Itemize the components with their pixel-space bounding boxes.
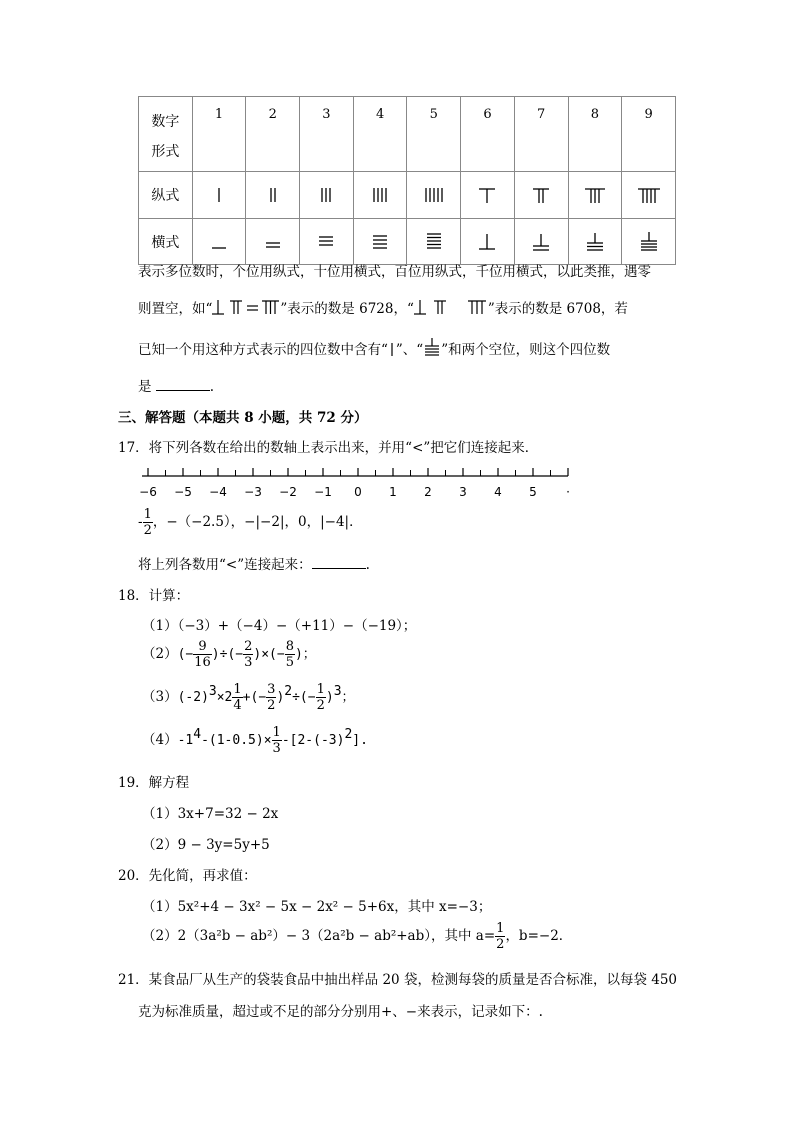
row-label-digit-form — [139, 97, 193, 172]
number-line-tick-label: 0 — [354, 485, 362, 499]
q17-text: 17．将下列各数在给出的数轴上表示出来，并用“<”把它们连接起来． — [118, 440, 539, 456]
q16-text: . — [209, 379, 215, 395]
denominator: 3 — [244, 655, 253, 670]
counting-rod-table — [138, 96, 676, 265]
expr: ，b=−2． — [505, 928, 573, 944]
vertical-rod-cell — [514, 172, 568, 219]
numerator: 2 — [244, 639, 253, 654]
expr: -[2-(-3) — [281, 733, 345, 748]
q16-text: ”表示的数是 6708，若 — [487, 301, 628, 317]
q20-title: 20．先化简，再求值： — [118, 868, 257, 884]
rod-number-6728-icon — [212, 298, 280, 316]
rod-vertical-1-icon — [204, 186, 234, 204]
number-line-tick-label: 5 — [529, 485, 537, 499]
rod-vertical-5-icon — [419, 186, 449, 204]
fraction — [193, 640, 212, 669]
fraction — [316, 683, 326, 712]
expr: (-2) — [177, 690, 209, 705]
q17-connect — [138, 553, 370, 573]
number-line-tick-label: 2 — [424, 485, 432, 499]
q17-number-list: ，−（−2.5），−|−2|，0，|−4|． — [152, 514, 363, 530]
rod-vertical-3-icon — [311, 186, 341, 204]
expr: ]. — [352, 733, 368, 748]
vertical-rod-cell — [622, 172, 676, 219]
fraction-one-half — [495, 922, 505, 951]
q19-part-1: （1）3x+7=32 − 2x — [142, 806, 279, 822]
digit-cell: 8 — [568, 97, 622, 172]
vertical-rod-cell — [192, 172, 246, 219]
expr: -1 — [177, 733, 194, 748]
q20-part-2 — [142, 922, 572, 951]
q17-connect-end: . — [365, 557, 370, 573]
denominator: 4 — [233, 698, 242, 713]
q18-part-3 — [142, 683, 355, 712]
q16-text: ”表示的数是 6728，“ — [280, 301, 414, 317]
denominator: 16 — [194, 655, 211, 670]
rod-horizontal-3-icon — [311, 232, 341, 252]
expr: (− — [177, 647, 194, 662]
q19-title: 19．解方程 — [118, 775, 190, 791]
expr: （2）2（3a²b − ab²）− 3（2a²b − ab²+ab），其中 a= — [142, 928, 496, 944]
expr: ÷(− — [292, 690, 316, 705]
q16-line-3 — [138, 337, 610, 358]
horizontal-rod-cell — [353, 219, 407, 265]
answer-blank[interactable] — [156, 378, 210, 391]
q18-title: 18．计算： — [118, 588, 190, 604]
expr: ) — [325, 690, 334, 705]
numerator: 1 — [143, 507, 152, 522]
digit-cell: 9 — [622, 97, 676, 172]
horizontal-rod-cell — [300, 219, 354, 265]
vertical-rod-cell — [407, 172, 461, 219]
row-label-horizontal: 横式 — [139, 219, 193, 265]
table-row-vertical — [139, 172, 676, 219]
exponent: 4 — [193, 727, 202, 742]
exponent: 2 — [344, 727, 353, 742]
row-label-line: 形式 — [151, 144, 180, 160]
number-line — [130, 462, 580, 502]
number-line-tick-label: −5 — [174, 485, 192, 499]
q17-numbers — [138, 508, 363, 537]
expr: )÷(− — [211, 647, 244, 662]
denominator: 2 — [316, 698, 325, 713]
q19-part-2: （2）9 − 3y=5y+5 — [142, 837, 270, 853]
rod-horizontal-4-icon — [365, 232, 395, 252]
part-label: （4） — [142, 732, 178, 748]
rod-horizontal-6-icon — [472, 232, 502, 252]
numerator: 8 — [285, 639, 294, 654]
rod-vertical-7-icon — [526, 186, 556, 204]
numerator: 9 — [193, 640, 212, 655]
number-line-tick-label: 3 — [459, 485, 467, 499]
digit-cell: 6 — [461, 97, 515, 172]
part-label: （2） — [142, 646, 178, 662]
part-label: （3） — [142, 689, 178, 705]
rod-horizontal-9-icon — [423, 337, 441, 357]
fraction — [232, 683, 242, 712]
q16-line-2 — [138, 297, 628, 317]
q21-line-2: 克为标准质量，超过或不足的部分分别用+、−来表示，记录如下：. — [138, 1004, 543, 1020]
denominator: 2 — [496, 937, 505, 952]
rod-horizontal-5-icon — [419, 232, 449, 252]
horizontal-rod-cell — [514, 219, 568, 265]
rod-vertical-1-icon — [388, 341, 396, 357]
digit-cell: 1 — [192, 97, 246, 172]
number-line-tick-label: 4 — [494, 485, 502, 499]
expr: ×2 — [216, 690, 233, 705]
rod-horizontal-1-icon — [204, 232, 234, 252]
rod-vertical-4-icon — [365, 186, 395, 204]
q16-line-4 — [138, 375, 214, 395]
rod-horizontal-9-icon — [634, 231, 664, 253]
fraction-one-half — [143, 508, 153, 537]
number-line-tick-label: −1 — [314, 485, 332, 499]
q17-connect-label: 将上列各数用“<”连接起来： — [138, 557, 312, 573]
q18-part-4 — [142, 726, 368, 755]
q16-text: 是 — [138, 379, 152, 395]
exponent: 2 — [284, 684, 293, 699]
horizontal-rod-cell — [246, 219, 300, 265]
q21-line-1: 21．某食品厂从生产的袋装食品中抽出样品 20 袋，检测每袋的质量是否合标准，以每袋 450 — [118, 972, 677, 988]
table-row-horizontal — [139, 219, 676, 265]
numerator: 1 — [233, 682, 242, 697]
fraction — [266, 683, 276, 712]
horizontal-rod-cell — [461, 219, 515, 265]
horizontal-rod-cell — [192, 219, 246, 265]
row-label-vertical: 纵式 — [139, 172, 193, 219]
expr: )×(− — [253, 647, 285, 662]
vertical-rod-cell — [246, 172, 300, 219]
expr: +(− — [242, 690, 267, 705]
answer-blank[interactable] — [312, 556, 366, 569]
horizontal-rod-cell — [622, 219, 676, 265]
row-label-line: 数字 — [151, 114, 180, 130]
digit-cell: 5 — [407, 97, 461, 172]
number-line-tick-label: −6 — [139, 485, 157, 499]
q16-text: ”、“ — [395, 342, 424, 358]
denominator: 2 — [143, 523, 152, 538]
q16-text: 则置空，如“ — [138, 301, 213, 317]
rod-horizontal-8-icon — [580, 232, 610, 252]
table-row-digits — [139, 97, 676, 172]
horizontal-rod-cell — [407, 219, 461, 265]
denominator: 5 — [285, 655, 294, 670]
denominator: 2 — [267, 698, 276, 713]
numerator: 1 — [496, 921, 505, 936]
vertical-rod-cell — [461, 172, 515, 219]
denominator: 3 — [272, 741, 281, 756]
q18-part-1: （1）（−3）+（−4）−（+11）−（−19）； — [142, 618, 417, 634]
fraction — [285, 640, 295, 669]
expr: ) — [276, 690, 285, 705]
q17-minus: - — [138, 514, 143, 530]
fraction — [243, 640, 253, 669]
exponent: 3 — [208, 684, 217, 699]
q16-text: ”和两个空位，则这个四位数 — [441, 342, 611, 358]
number-line-ticks — [139, 468, 570, 499]
number-line-tick-label: · — [566, 485, 570, 499]
expr: ； — [341, 690, 355, 705]
exponent: 3 — [333, 684, 342, 699]
digit-cell: 4 — [353, 97, 407, 172]
digit-cell: 2 — [246, 97, 300, 172]
numerator: 1 — [316, 682, 325, 697]
section-heading: 三、解答题（本题共 8 小题，共 72 分） — [118, 410, 368, 426]
horizontal-rod-cell — [568, 219, 622, 265]
number-line-tick-label: −3 — [244, 485, 262, 499]
fraction — [272, 726, 282, 755]
rod-horizontal-2-icon — [258, 232, 288, 252]
number-line-tick-label: −4 — [209, 485, 227, 499]
vertical-rod-cell — [568, 172, 622, 219]
rod-vertical-8-icon — [580, 186, 610, 204]
rod-horizontal-7-icon — [526, 232, 556, 252]
rod-number-6708-icon — [414, 298, 488, 316]
q18-part-2 — [142, 640, 316, 669]
expr: )； — [294, 647, 316, 662]
digit-cell: 3 — [300, 97, 354, 172]
rod-vertical-2-icon — [258, 186, 288, 204]
numerator: 3 — [267, 682, 276, 697]
vertical-rod-cell — [300, 172, 354, 219]
number-line-tick-label: −2 — [279, 485, 297, 499]
q16-text: 已知一个用这种方式表示的四位数中含有“ — [138, 342, 388, 358]
vertical-rod-cell — [353, 172, 407, 219]
q20-part-1: （1）5x²+4 − 3x² − 5x − 2x² − 5+6x，其中 x=−3； — [142, 899, 492, 915]
rod-vertical-9-icon — [634, 186, 664, 204]
number-line-tick-label: 1 — [389, 485, 397, 499]
rod-vertical-6-icon — [472, 186, 502, 204]
q16-line-1: 表示多位数时，个位用纵式，十位用横式，百位用纵式，千位用横式，以此类推，遇零 — [138, 264, 651, 280]
expr: -(1-0.5)× — [201, 733, 272, 748]
numerator: 1 — [272, 725, 281, 740]
digit-cell: 7 — [514, 97, 568, 172]
